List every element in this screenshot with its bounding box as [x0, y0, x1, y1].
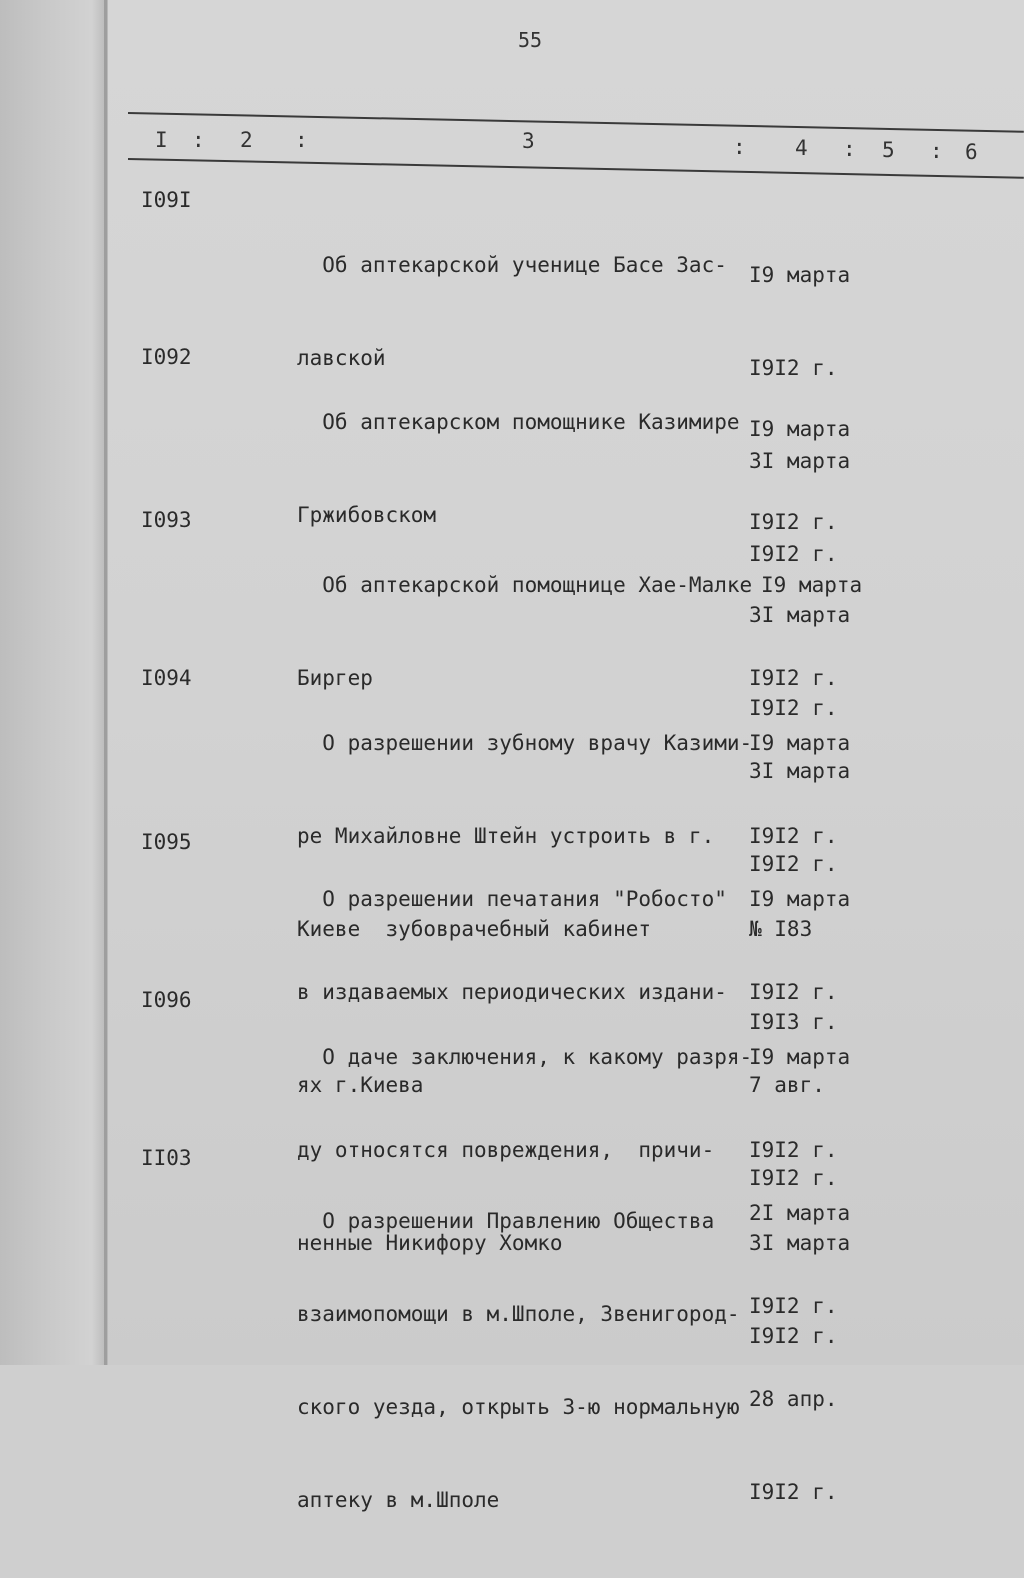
entry-date-line: I9I2 г.: [749, 356, 838, 380]
entry-number: I096: [141, 988, 192, 1012]
entry-title-line: Об аптекарской помощнице Хае-Малке: [297, 573, 753, 597]
entry-date-line: I9I2 г.: [749, 852, 838, 876]
header-sep: :: [930, 139, 943, 163]
entry-date-line: I9 марта: [749, 1045, 851, 1069]
entry-title-line: ре Михайловне Штейн устроить в г.: [297, 824, 715, 848]
entry-date-line: I9I2 г.: [749, 696, 838, 720]
entry-date-line: I9 марта: [749, 731, 851, 755]
entry-title-line: ского уезда, открыть 3-ю нормальную: [297, 1395, 740, 1419]
entry-number: I095: [141, 830, 192, 854]
entry-date-line: I9I2 г.: [749, 1294, 838, 1318]
header-sep: :: [295, 128, 308, 152]
entry-title-line: Об аптекарском помощнике Казимире: [297, 410, 740, 434]
entry-date-line: I9I3 г.: [749, 1010, 838, 1034]
entry-date-line: 3I марта: [749, 603, 851, 627]
entry-date-line: I9I2 г.: [749, 824, 838, 848]
entry-date-line: I9I2 г.: [749, 1324, 838, 1348]
header-col-4: 4: [795, 136, 808, 160]
entry-number: II03: [141, 1146, 192, 1170]
entry-date-line: I9I2 г.: [749, 666, 838, 690]
entry-title-line: О разрешении печатания "Робосто": [297, 887, 727, 911]
header-col-3: 3: [522, 129, 535, 153]
entry-date-line: I9 марта: [749, 887, 851, 911]
entry-title: [297, 1144, 747, 1578]
entry-title-line: Биргер: [297, 666, 373, 690]
entry-date-line: 3I марта: [749, 1231, 851, 1255]
entry-title-line: Гржибовском: [297, 503, 437, 527]
entry-title-line: О разрешении зубному врачу Казими-: [297, 731, 753, 755]
entry-date-line: I9I2 г.: [749, 1138, 838, 1162]
header-sep: :: [733, 135, 746, 159]
entry-date-line: I9I2 г.: [749, 1480, 838, 1504]
entry-title-line: в издаваемых периодических издани-: [297, 980, 727, 1004]
entry-date-line: I9 марта: [749, 417, 851, 441]
entry-title-line: Киеве зубоврачебный кабинет: [297, 917, 652, 941]
entry-title-line: взаимопомощи в м.Шполе, Звенигород-: [297, 1302, 740, 1326]
entry-title-line: лавской: [297, 346, 386, 370]
entry-date-line: 28 апр.: [749, 1387, 838, 1411]
entry-date-line: I9I2 г.: [749, 980, 838, 1004]
entry-number: I093: [141, 508, 192, 532]
header-col-6: 6: [965, 140, 978, 164]
entry-date-line: 3I марта: [749, 449, 851, 473]
entry-date-line: 7 авг.: [749, 1073, 825, 1097]
entry-title-line: Об аптекарской ученице Басе Зас-: [297, 253, 727, 277]
entry-date-line: I9 марта: [749, 263, 851, 287]
header-col-1: I: [155, 128, 168, 152]
entry-date-line: I9I2 г.: [749, 1166, 838, 1190]
entry-title-line: О разрешении Правлению Общества: [297, 1209, 715, 1233]
entry-number: I09I: [141, 188, 192, 212]
entry-number: I092: [141, 345, 192, 369]
header-sep: :: [192, 128, 205, 152]
page-edge: [104, 0, 107, 1365]
entry-date-line: № I83: [749, 917, 813, 941]
entry-title-line: аптеку в м.Шполе: [297, 1488, 500, 1512]
entry-number: I094: [141, 666, 192, 690]
entry-title-line: ненные Никифору Хомко: [297, 1231, 563, 1255]
header-sep: :: [843, 137, 856, 161]
entry-date-line: 2I марта: [749, 1201, 851, 1225]
page-number: 55: [518, 28, 543, 52]
entry-title-line: ду относятся повреждения, причи-: [297, 1138, 715, 1162]
entry-date-line: 3I марта: [749, 759, 851, 783]
entry-title-line: ях г.Киева: [297, 1073, 424, 1097]
entry-date-line: I9 марта: [761, 573, 863, 597]
entry-title-line: О даче заключения, к какому разря-: [297, 1045, 753, 1069]
header-col-2: 2: [240, 128, 253, 152]
header-col-5: 5: [882, 138, 895, 162]
entry-dates: [749, 1136, 850, 1570]
entry-date-line: I9I2 г.: [749, 510, 838, 534]
entry-date-line: I9I2 г.: [749, 542, 838, 566]
binding-gutter: [0, 0, 108, 1365]
